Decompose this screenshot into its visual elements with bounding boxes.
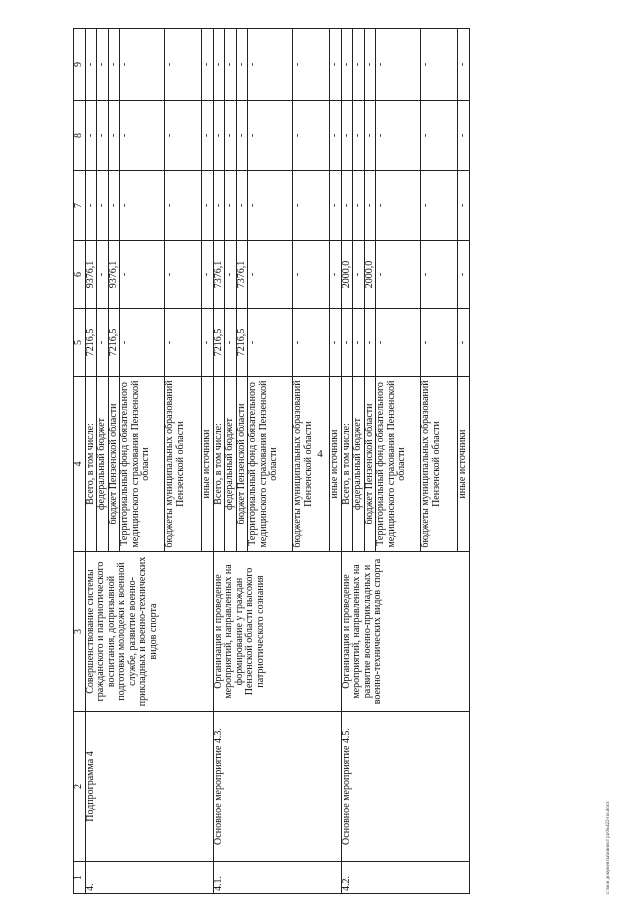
value-cell: - bbox=[248, 29, 293, 101]
value-cell: - bbox=[458, 101, 470, 171]
value-cell: - bbox=[225, 241, 237, 309]
value-cell: - bbox=[97, 171, 109, 241]
funding-source: федеральный бюджет bbox=[97, 377, 109, 552]
funding-source: федеральный бюджет bbox=[353, 377, 365, 552]
value-cell: 9376,1 bbox=[108, 241, 120, 309]
budget-table bbox=[73, 28, 470, 894]
value-cell: - bbox=[421, 171, 458, 241]
value-cell: - bbox=[248, 171, 293, 241]
section-number: 4.1. bbox=[213, 862, 341, 894]
value-cell: - bbox=[293, 309, 330, 377]
value-cell: - bbox=[213, 29, 225, 101]
funding-source: бюджет Пензенской области bbox=[108, 377, 120, 552]
value-cell: - bbox=[225, 101, 237, 171]
funding-source: Всего, в том числе: bbox=[85, 377, 97, 552]
value-cell: - bbox=[202, 171, 214, 241]
value-cell: - bbox=[85, 171, 97, 241]
funding-source: бюджеты муниципальных образований Пензенской области bbox=[421, 377, 458, 552]
funding-source: бюджеты муниципальных образований Пензенской области bbox=[165, 377, 202, 552]
value-cell: - bbox=[108, 171, 120, 241]
value-cell: - bbox=[248, 241, 293, 309]
value-cell: 7216,5 bbox=[213, 309, 225, 377]
value-cell: - bbox=[364, 101, 376, 171]
value-cell: - bbox=[97, 101, 109, 171]
value-cell: - bbox=[376, 309, 421, 377]
funding-source: Территориальный фонд обязательного медицинского страхования Пензенской области bbox=[248, 377, 293, 552]
value-cell: - bbox=[202, 309, 214, 377]
col-header: 8 bbox=[74, 101, 86, 171]
value-cell: - bbox=[165, 29, 202, 101]
footer-file-path: c:\мои документы\минист ра\№422-пп.docx bbox=[606, 801, 611, 894]
value-cell: - bbox=[120, 101, 165, 171]
section-description: Организация и проведение мероприятий, направленных на развитие военно-прикладных и военно-технических видов спорта bbox=[341, 552, 469, 712]
col-header: 3 bbox=[74, 552, 86, 712]
value-cell: 7216,5 bbox=[236, 309, 248, 377]
value-cell: - bbox=[165, 309, 202, 377]
col-header: 2 bbox=[74, 712, 86, 862]
value-cell: - bbox=[213, 101, 225, 171]
value-cell: - bbox=[293, 171, 330, 241]
section-name: Подпрограмма 4 bbox=[85, 712, 213, 862]
value-cell: 7216,5 bbox=[85, 309, 97, 377]
value-cell: - bbox=[330, 171, 342, 241]
section-name: Основное мероприятие 4.3. bbox=[213, 712, 341, 862]
value-cell: - bbox=[165, 171, 202, 241]
value-cell: - bbox=[97, 309, 109, 377]
value-cell: - bbox=[341, 309, 353, 377]
value-cell: - bbox=[293, 29, 330, 101]
value-cell: - bbox=[248, 101, 293, 171]
value-cell: - bbox=[165, 241, 202, 309]
value-cell: - bbox=[165, 101, 202, 171]
value-cell: - bbox=[330, 241, 342, 309]
table-row bbox=[213, 29, 225, 894]
value-cell: - bbox=[353, 171, 365, 241]
value-cell: - bbox=[458, 309, 470, 377]
funding-source: Территориальный фонд обязательного медицинского страхования Пензенской области bbox=[376, 377, 421, 552]
value-cell: 7216,5 bbox=[108, 309, 120, 377]
value-cell: 2000,0 bbox=[341, 241, 353, 309]
value-cell: - bbox=[236, 101, 248, 171]
col-header: 1 bbox=[74, 862, 86, 894]
value-cell: - bbox=[120, 171, 165, 241]
funding-source: бюджеты муниципальных образований Пензенской области bbox=[293, 377, 330, 552]
value-cell: - bbox=[341, 29, 353, 101]
value-cell: - bbox=[341, 171, 353, 241]
value-cell: - bbox=[85, 29, 97, 101]
col-header: 7 bbox=[74, 171, 86, 241]
table-body bbox=[85, 29, 469, 894]
page-number: 4 bbox=[317, 448, 323, 460]
value-cell: - bbox=[330, 29, 342, 101]
value-cell: - bbox=[376, 101, 421, 171]
value-cell: - bbox=[236, 171, 248, 241]
col-header: 4 bbox=[74, 377, 86, 552]
value-cell: - bbox=[458, 29, 470, 101]
value-cell: - bbox=[120, 309, 165, 377]
value-cell: 9376,1 bbox=[85, 241, 97, 309]
section-name: Основное мероприятие 4.5. bbox=[341, 712, 469, 862]
value-cell: - bbox=[458, 171, 470, 241]
value-cell: - bbox=[421, 309, 458, 377]
table-row bbox=[341, 29, 353, 894]
col-header: 9 bbox=[74, 29, 86, 101]
value-cell: - bbox=[97, 241, 109, 309]
funding-source: иные источники bbox=[330, 377, 342, 552]
header-row bbox=[74, 29, 86, 894]
value-cell: - bbox=[293, 101, 330, 171]
value-cell: - bbox=[421, 241, 458, 309]
value-cell: - bbox=[376, 171, 421, 241]
rotated-table-container bbox=[73, 29, 628, 894]
funding-source: иные источники bbox=[202, 377, 214, 552]
funding-source: бюджет Пензенской области bbox=[364, 377, 376, 552]
value-cell: - bbox=[213, 171, 225, 241]
value-cell: - bbox=[248, 309, 293, 377]
table-row bbox=[85, 29, 97, 894]
funding-source: иные источники bbox=[458, 377, 470, 552]
value-cell: - bbox=[353, 241, 365, 309]
value-cell: - bbox=[458, 241, 470, 309]
value-cell: - bbox=[421, 29, 458, 101]
value-cell: - bbox=[376, 29, 421, 101]
value-cell: - bbox=[108, 101, 120, 171]
value-cell: 7376,1 bbox=[213, 241, 225, 309]
section-number: 4. bbox=[85, 862, 213, 894]
value-cell: 2000,0 bbox=[364, 241, 376, 309]
value-cell: 7376,1 bbox=[236, 241, 248, 309]
funding-source: Территориальный фонд обязательного медицинского страхования Пензенской области bbox=[120, 377, 165, 552]
value-cell: - bbox=[108, 29, 120, 101]
value-cell: - bbox=[330, 101, 342, 171]
funding-source: федеральный бюджет bbox=[225, 377, 237, 552]
value-cell: - bbox=[225, 309, 237, 377]
value-cell: - bbox=[202, 241, 214, 309]
value-cell: - bbox=[225, 29, 237, 101]
funding-source: Всего, в том числе: bbox=[341, 377, 353, 552]
value-cell: - bbox=[97, 29, 109, 101]
funding-source: Всего, в том числе: bbox=[213, 377, 225, 552]
value-cell: - bbox=[202, 29, 214, 101]
value-cell: - bbox=[421, 101, 458, 171]
section-description: Совершенствование системы гражданского и патриотического воспитания, допризывной подготовки молодежи к военной службе, развитие военно-прикладных и военно-технических видов спорта bbox=[85, 552, 213, 712]
value-cell: - bbox=[341, 101, 353, 171]
value-cell: - bbox=[353, 29, 365, 101]
value-cell: - bbox=[353, 309, 365, 377]
col-header: 6 bbox=[74, 241, 86, 309]
value-cell: - bbox=[120, 29, 165, 101]
value-cell: - bbox=[376, 241, 421, 309]
value-cell: - bbox=[364, 171, 376, 241]
section-description: Организация и проведение мероприятий, направленных на формирование у граждан Пензенской области высокого патриотического сознания bbox=[213, 552, 341, 712]
value-cell: - bbox=[85, 101, 97, 171]
value-cell: - bbox=[330, 309, 342, 377]
value-cell: - bbox=[364, 29, 376, 101]
value-cell: - bbox=[353, 101, 365, 171]
value-cell: - bbox=[225, 171, 237, 241]
value-cell: - bbox=[202, 101, 214, 171]
value-cell: - bbox=[293, 241, 330, 309]
value-cell: - bbox=[364, 309, 376, 377]
funding-source: бюджет Пензенской области bbox=[236, 377, 248, 552]
value-cell: - bbox=[120, 241, 165, 309]
value-cell: - bbox=[236, 29, 248, 101]
section-number: 4.2. bbox=[341, 862, 469, 894]
col-header: 5 bbox=[74, 309, 86, 377]
